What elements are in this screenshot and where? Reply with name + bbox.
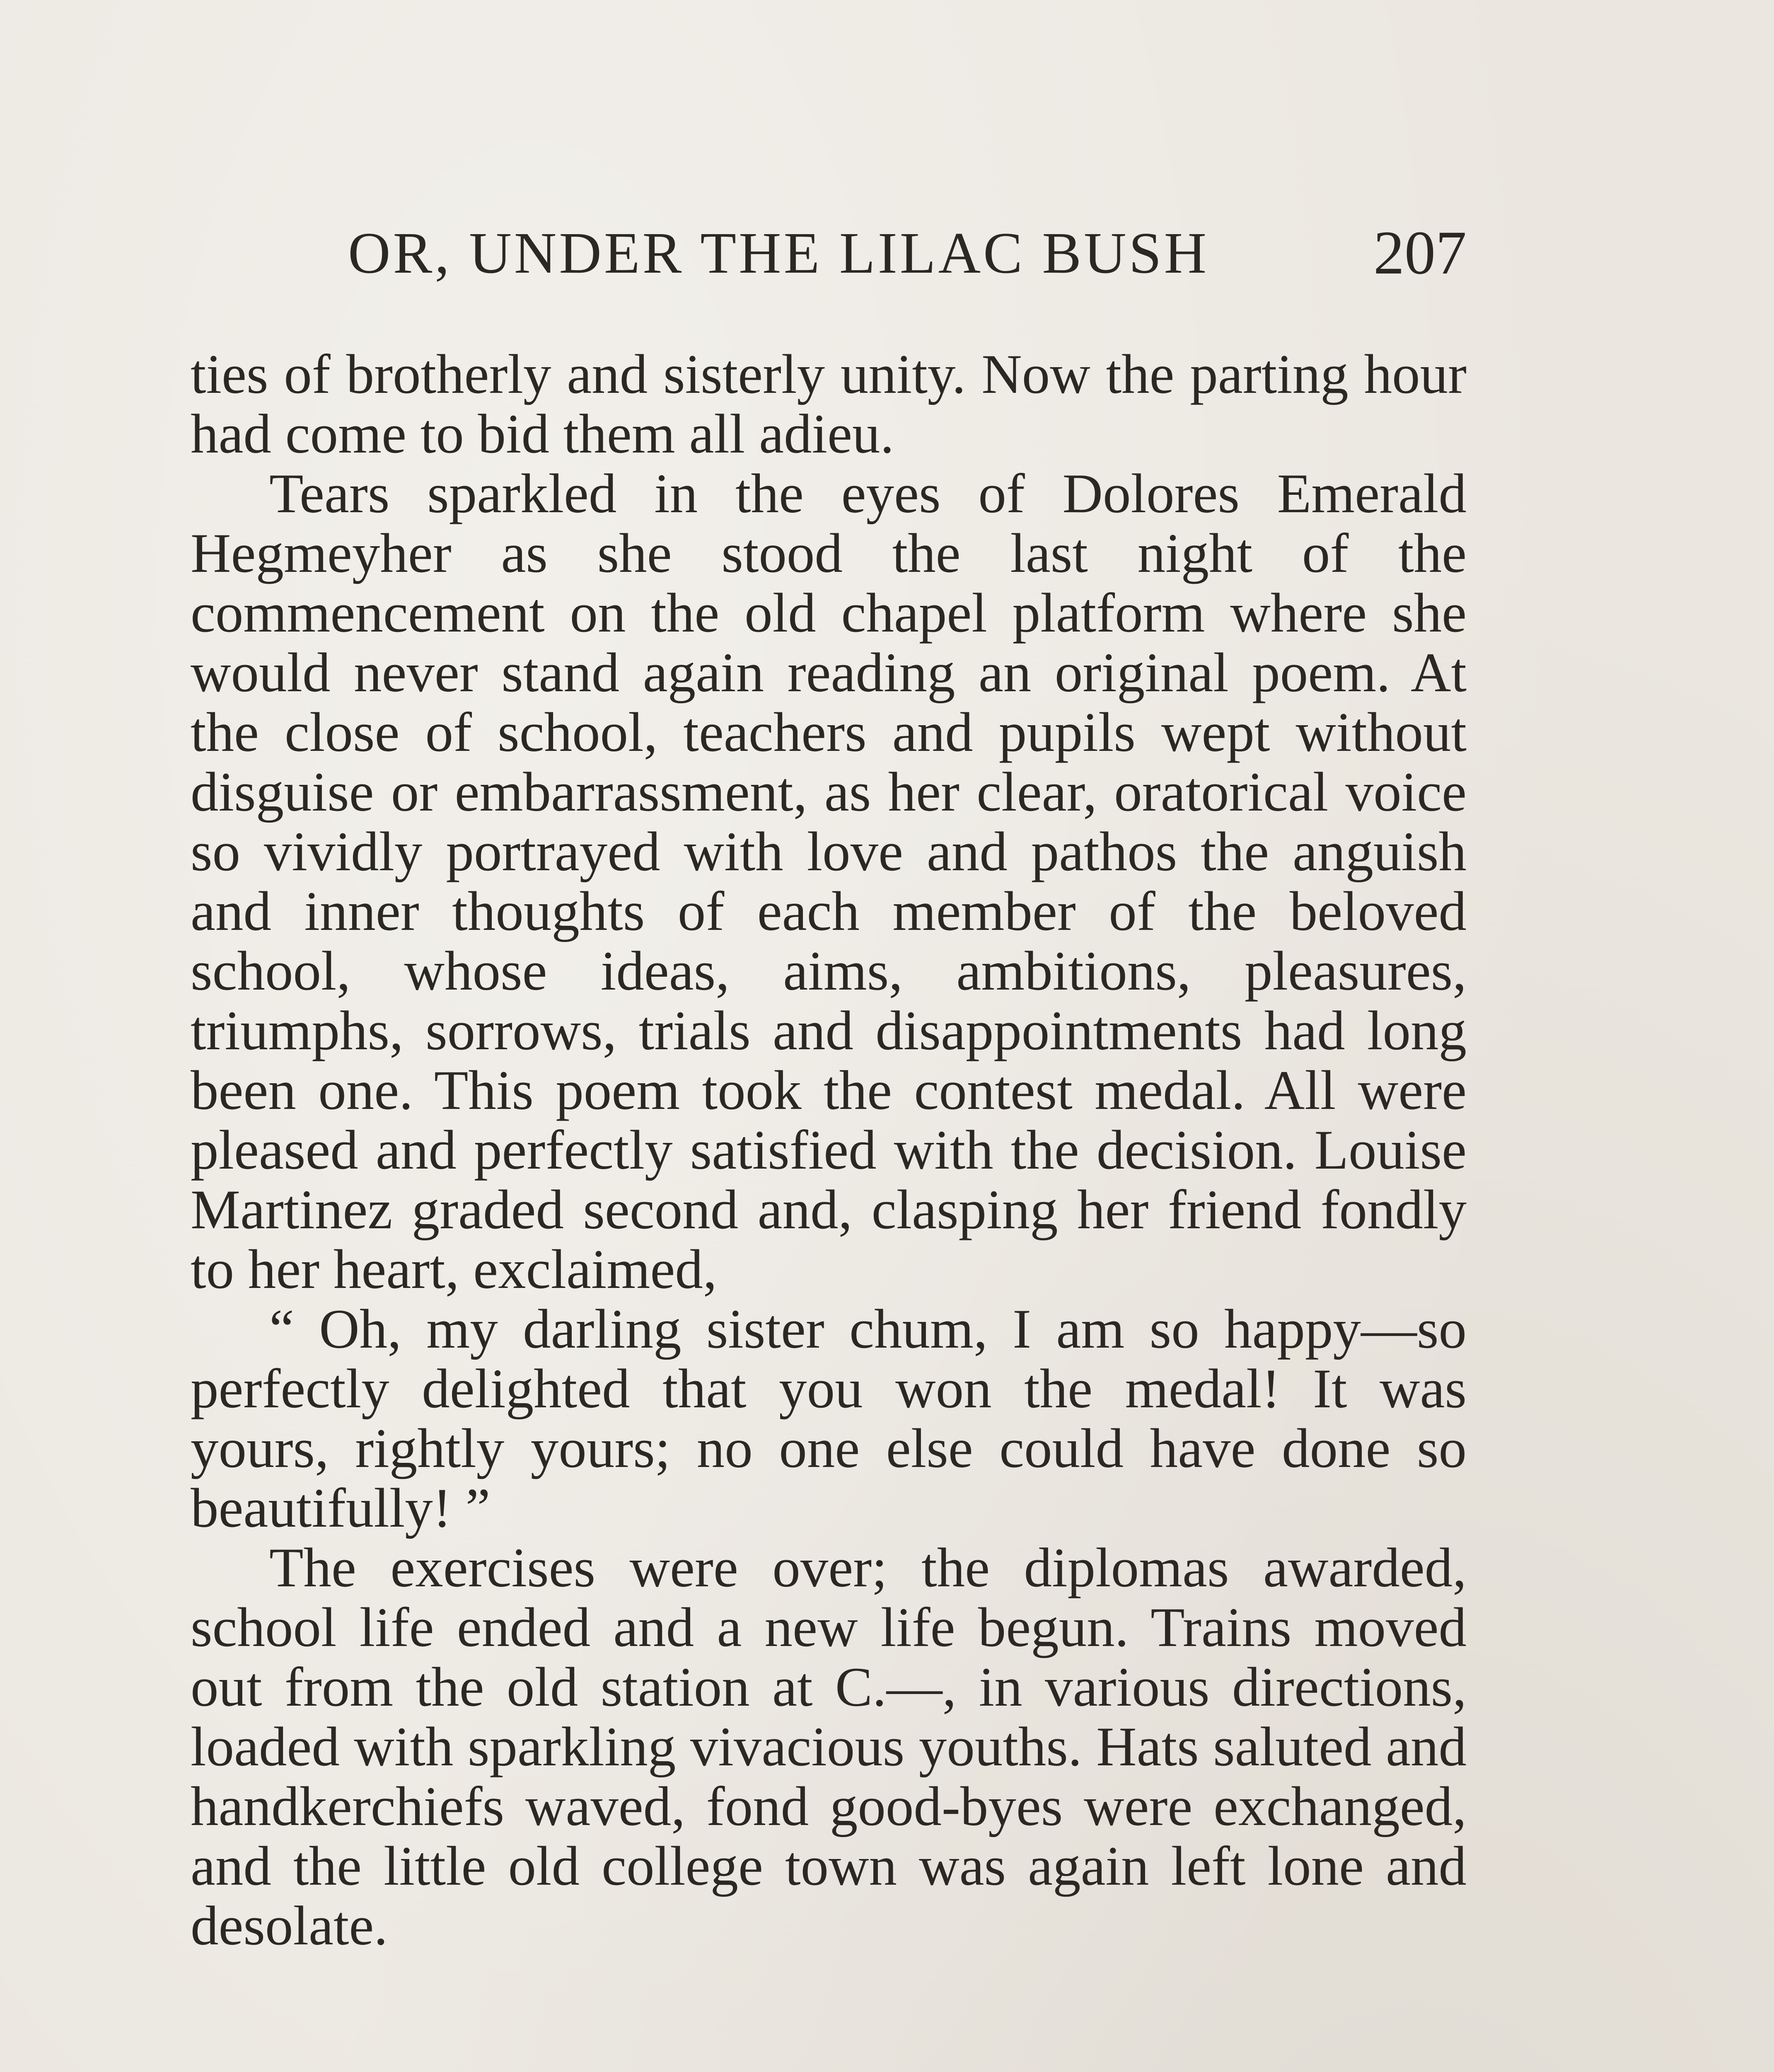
paragraph: Tears sparkled in the eyes of Dolores Emerald Hegmeyher as she stood the last night of the commencement on the old chapel platform where she would never stand again reading an original poem. At the close of school, teachers and pupils wept without disguise or embarrassment, as her clear, oratorical voice so vividly portrayed with love and pathos the anguish and inner thoughts of each member of the beloved school, whose ideas, aims, ambitions, pleasures, triumphs, sorrows, trials and disappointments had long been one. This poem took the contest medal. All were pleased and perfectly satisfied with the decision. Louise Martinez graded second and, clasping her friend fondly to her heart, exclaimed, (191, 463, 1467, 1300)
paragraph: The exercises were over; the diplomas awarded, school life ended and a new life begun. Trains moved out from the old station at C.—, in various directions, loaded with sparkling vivacious youths. Hats saluted and handkerchiefs waved, fond good-byes were exchanged, and the little old college town was again left lone and desolate. (191, 1537, 1467, 1957)
page-number: 207 (1373, 218, 1467, 287)
body-text (191, 345, 1467, 1956)
paragraph: “ Oh, my darling sister chum, I am so happy—so perfectly delighted that you won the medal! It was yours, rightly yours; no one else could have done so beautifully! ” (191, 1298, 1467, 1539)
running-title: OR, UNDER THE LILAC BUSH (348, 220, 1209, 286)
running-head (348, 215, 1467, 290)
paragraph: ties of brotherly and sisterly unity. Now the parting hour had come to bid them all adieu. (191, 344, 1467, 465)
